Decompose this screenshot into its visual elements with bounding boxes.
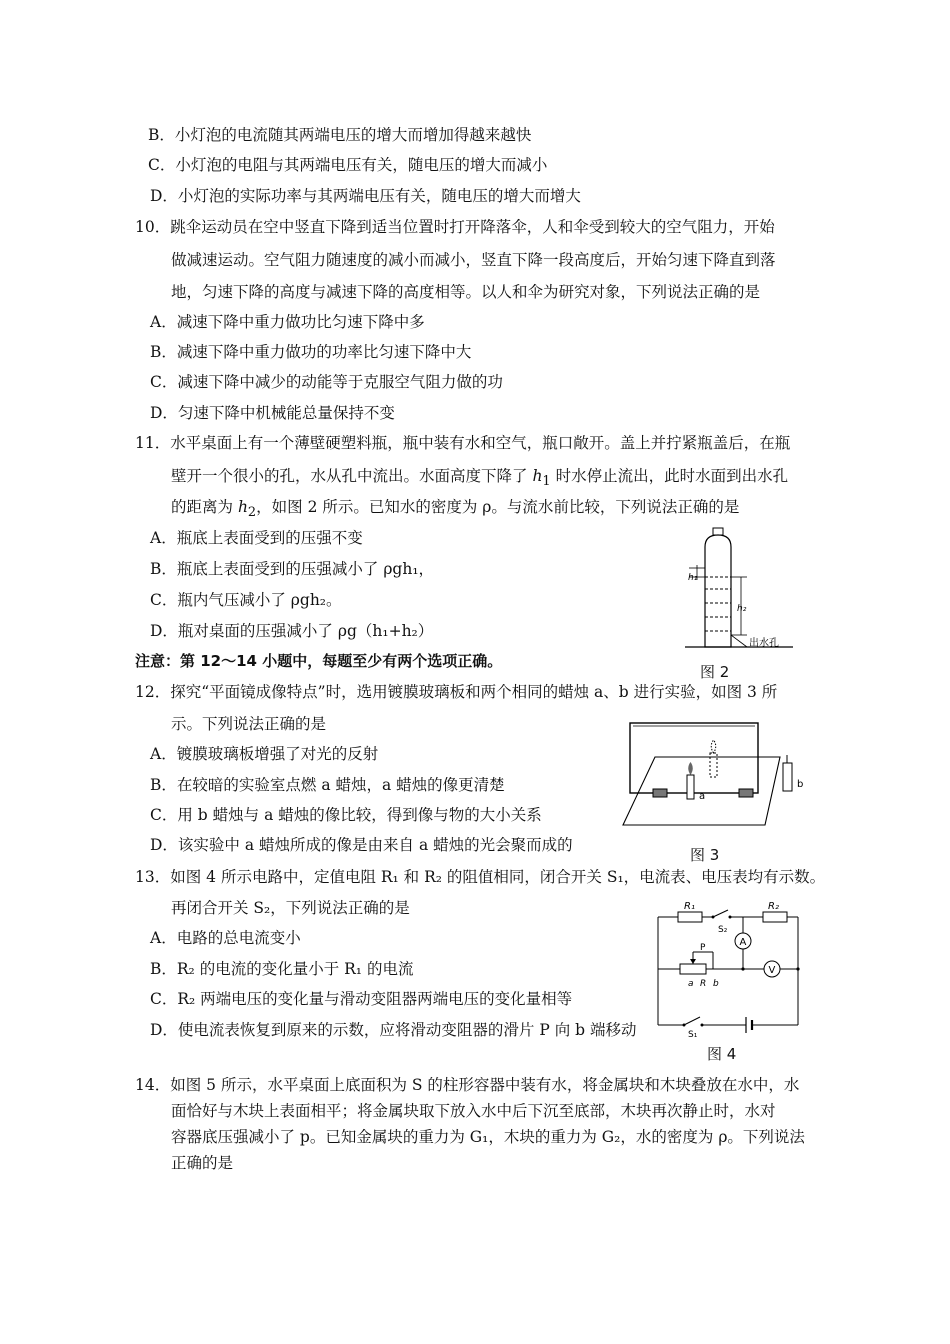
- q11-option-d: D．瓶对桌面的压强减小了 ρg（h₁+h₂）: [150, 622, 434, 640]
- figure-4-rheostat-label: R: [700, 979, 707, 989]
- q12-option-c: C．用 b 蜡烛与 a 蜡烛的像比较，得到像与物的大小关系: [150, 806, 542, 824]
- figure-2-hole-label: 出水孔: [749, 638, 779, 649]
- figure-2-bottle-diagram: [675, 525, 795, 655]
- q10-stem-line2: 做减速运动。空气阻力随速度的减小而减小，竖直下降一段高度后，开始匀速下降直到落: [171, 251, 776, 269]
- q11-text: 的距离为: [171, 498, 238, 516]
- q14-stem-line2: 面恰好与木块上表面相平；将金属块取下放入水中后下沉至底部，木块再次静止时，水对: [171, 1102, 776, 1120]
- q11-text: ，如图 2 所示。已知水的密度为 ρ。与流水前比较，下列说法正确的是: [256, 498, 740, 516]
- q13-stem-line2: 再闭合开关 S₂，下列说法正确的是: [171, 899, 410, 917]
- figure-4-voltmeter-label: V: [768, 965, 776, 976]
- q10-option-b: B．减速下降中重力做功的功率比匀速下降中大: [150, 343, 472, 361]
- q11-h1-symbol: h: [532, 467, 543, 485]
- figure-4-r2-label: R₂: [768, 901, 779, 912]
- q10-option-d: D．匀速下降中机械能总量保持不变: [150, 404, 395, 422]
- q12-stem-line2: 示。下列说法正确的是: [171, 715, 327, 733]
- figure-4-s1-label: S₁: [688, 1030, 698, 1040]
- q11-stem-line1: 11．水平桌面上有一个薄壁硬塑料瓶，瓶中装有水和空气，瓶口敞开。盖上并拧紧瓶盖后，在瓶: [135, 434, 791, 452]
- q12-option-d: D．该实验中 a 蜡烛所成的像是由来自 a 蜡烛的光会聚而成的: [150, 836, 573, 854]
- q11-option-a: A．瓶底上表面受到的压强不变: [150, 529, 363, 547]
- figure-4-circuit-diagram: [648, 897, 803, 1040]
- q12-stem-line1: 12．探究“平面镜成像特点”时，选用镀膜玻璃板和两个相同的蜡烛 a、b 进行实验，如图 3 所: [135, 683, 778, 701]
- figure-2-caption: 图 2: [700, 663, 730, 681]
- q14-stem-line4: 正确的是: [171, 1154, 234, 1172]
- q11-h2-symbol: h: [237, 498, 248, 516]
- figure-4-slider-p-label: P: [700, 943, 706, 953]
- figure-3-candle-a-label: a: [699, 791, 706, 802]
- q9-option-c: C．小灯泡的电阻与其两端电压有关，随电压的增大而减小: [148, 156, 548, 174]
- figure-4-s2-label: S₂: [718, 925, 728, 935]
- q14-stem-line1: 14．如图 5 所示，水平桌面上底面积为 S 的柱形容器中装有水，将金属块和木块叠放在水中，水: [135, 1076, 800, 1094]
- figure-4-end-a-label: a: [688, 979, 694, 989]
- q11-text: 壁开一个很小的孔，水从孔中流出。水面高度下降了: [171, 467, 533, 485]
- q13-option-a: A．电路的总电流变小: [150, 929, 301, 947]
- q11-h1-sub: 1: [542, 474, 551, 490]
- q10-option-c: C．减速下降中减少的动能等于克服空气阻力做的功: [150, 373, 503, 391]
- q13-stem-line1: 13．如图 4 所示电路中，定值电阻 R₁ 和 R₂ 的阻值相同，闭合开关 S₁，电流表、电压表均有示数。: [135, 868, 826, 886]
- q10-stem-line3: 地，匀速下降的高度与减速下降的高度相等。以人和伞为研究对象，下列说法正确的是: [171, 283, 761, 301]
- figure-4-ammeter-label: A: [739, 937, 747, 948]
- q11-option-c: C．瓶内气压减小了 ρgh₂。: [150, 591, 342, 609]
- figure-3-candle-b-label: b: [797, 779, 804, 790]
- q9-option-d: D．小灯泡的实际功率与其两端电压有关，随电压的增大而增大: [150, 187, 581, 205]
- figure-3-caption: 图 3: [690, 846, 720, 864]
- figure-2-h1-label: h₁: [688, 573, 698, 583]
- q12-option-b: B．在较暗的实验室点燃 a 蜡烛，a 蜡烛的像更清楚: [150, 776, 505, 794]
- q10-stem-line1: 10．跳伞运动员在空中竖直下降到适当位置时打开降落伞，人和伞受到较大的空气阻力，开始: [135, 218, 775, 236]
- q13-option-d: D．使电流表恢复到原来的示数，应将滑动变阻器的滑片 P 向 b 端移动: [150, 1021, 637, 1039]
- q12-option-a: A．镀膜玻璃板增强了对光的反射: [150, 745, 379, 763]
- q11-stem-line3: [171, 497, 739, 523]
- figure-4-r1-label: R₁: [684, 901, 695, 912]
- q10-option-a: A．减速下降中重力做功比匀速下降中多: [150, 313, 425, 331]
- q11-h2-sub: 2: [247, 505, 257, 521]
- q13-option-c: C．R₂ 两端电压的变化量与滑动变阻器两端电压的变化量相等: [150, 990, 573, 1008]
- figure-3-mirror-diagram: [615, 715, 815, 840]
- q14-stem-line3: 容器底压强减小了 p。已知金属块的重力为 G₁，木块的重力为 G₂，水的密度为 ρ。下列说法: [171, 1128, 805, 1146]
- q11-option-b: B．瓶底上表面受到的压强减小了 ρgh₁，: [150, 560, 435, 578]
- q11-stem-line2: [171, 466, 788, 492]
- q9-option-b: B．小灯泡的电流随其两端电压的增大而增加得越来越快: [148, 126, 532, 144]
- notice-multi-answer: 注意：第 12～14 小题中，每题至少有两个选项正确。: [135, 652, 503, 670]
- figure-4-end-b-label: b: [713, 979, 719, 989]
- q13-option-b: B．R₂ 的电流的变化量小于 R₁ 的电流: [150, 960, 414, 978]
- q11-text: 时水停止流出，此时水面到出水孔: [550, 467, 789, 485]
- figure-2-h2-label: h₂: [737, 604, 747, 614]
- figure-4-caption: 图 4: [707, 1045, 737, 1063]
